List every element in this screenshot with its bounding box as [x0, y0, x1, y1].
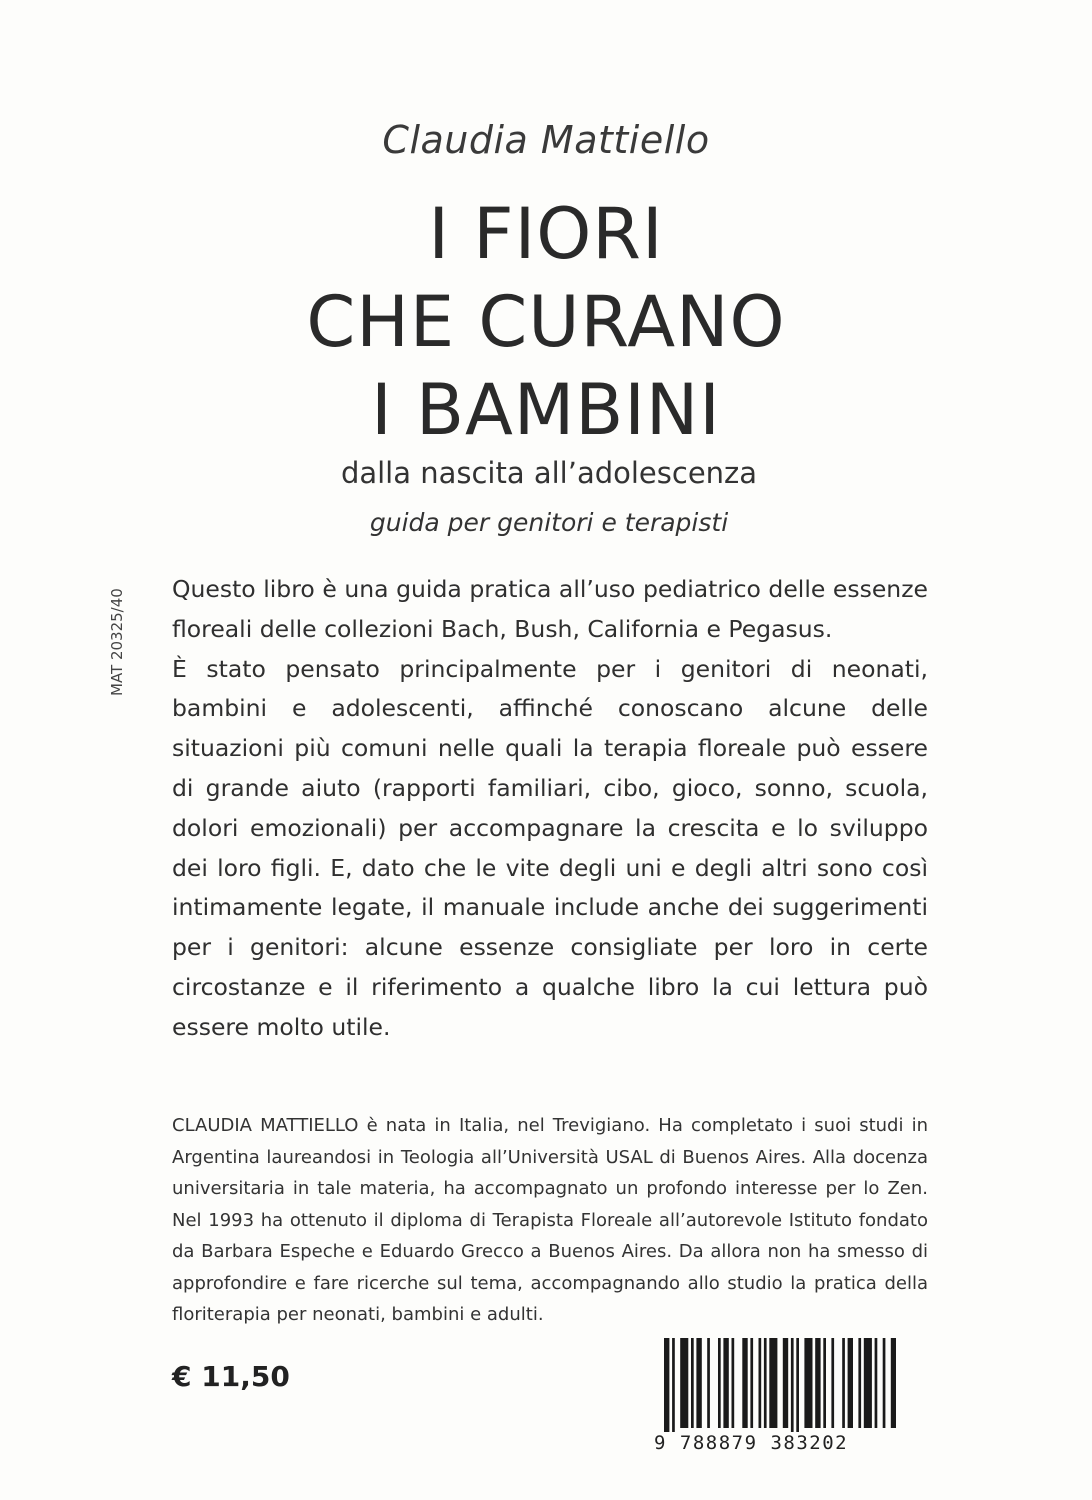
book-tagline: guida per genitori e terapisti	[369, 508, 729, 537]
blurb-paragraph-1: Questo libro è una guida pratica all’uso pediatrico delle essenze floreali delle collezioni Bach, Bush, California e Pegasus.	[172, 575, 928, 643]
barcode-bar	[732, 1338, 735, 1428]
blurb	[172, 570, 928, 1048]
barcode-bar	[718, 1338, 721, 1428]
barcode-bar	[791, 1338, 794, 1434]
barcode-bar	[672, 1338, 675, 1434]
barcode-bar	[742, 1338, 747, 1428]
barcode-bar	[804, 1338, 812, 1428]
barcode-bar	[769, 1338, 777, 1428]
barcode-bar	[831, 1338, 834, 1428]
barcode-bar	[883, 1338, 886, 1428]
author-bio: CLAUDIA MATTIELLO è nata in Italia, nel Trevigiano. Ha completato i suoi studi in Argentina laureandosi in Teologia all’Università USAL di Buenos Aires. Alla docenza universitaria in tale materia, ha accompagnato un profondo interesse per lo Zen. Nel 1993 ha ottenuto il diploma di Terapista Floreale all’autorevole Istituto fondato da Barbara Espeche e Eduardo Grecco a Buenos Aires. Da allora non ha smesso di approfondire e fare ricerche sul tema, accompagnando allo studio la pratica della floriterapia per neonati, bambini e adulti.	[172, 1115, 928, 1325]
barcode-bar	[858, 1338, 861, 1428]
title-line-1: I FIORI	[428, 193, 664, 275]
book-title	[0, 190, 1092, 454]
barcode-bar	[842, 1338, 845, 1428]
barcode-bar	[759, 1338, 762, 1428]
book-subtitle: dalla nascita all’adolescenza	[340, 456, 758, 490]
title-line-2: CHE CURANO	[306, 281, 786, 363]
barcode-bar	[764, 1338, 767, 1428]
title-line-3: I BAMBINI	[371, 369, 721, 451]
barcode-bar	[680, 1338, 688, 1428]
price: € 11,50	[172, 1360, 290, 1393]
catalog-code: MAT 20325/40	[108, 588, 126, 696]
barcode-bar	[848, 1338, 853, 1428]
isbn-number: 9 788879 383202	[652, 1432, 898, 1454]
barcode-bar	[664, 1338, 669, 1434]
barcode-bars-icon	[652, 1338, 896, 1434]
barcode-bar	[891, 1338, 896, 1428]
blurb-paragraph-2: È stato pensato principalmente per i genitori di neonati, bambini e adolescenti, affinché conoscano alcune delle situazioni più comuni nelle quali la terapia floreale può essere di grande aiuto (rapporti familiari, cibo, gioco, sonno, scuola, dolori emozionali) per accompagnare la crescita e lo sviluppo dei loro figli. E, dato che le vite degli uni e degli altri sono così intimamente legate, il manuale include anche dei suggerimenti per i genitori: alcune essenze consigliate per loro in certe circostanze e il riferimento a qualche libro la cui lettura può essere molto utile.	[172, 654, 928, 1041]
barcode-bar	[723, 1338, 728, 1428]
barcode-bar	[691, 1338, 694, 1428]
barcode-bar	[875, 1338, 878, 1428]
barcode-bar	[783, 1338, 788, 1428]
author-name: Claudia Mattiello	[382, 118, 710, 162]
barcode-bar	[823, 1338, 826, 1428]
barcode-bar	[815, 1338, 820, 1428]
barcode-bar	[707, 1338, 710, 1428]
barcode-bar	[750, 1338, 753, 1428]
barcode-bar	[696, 1338, 701, 1428]
barcode-bar	[796, 1338, 799, 1434]
barcode-bar	[864, 1338, 872, 1428]
